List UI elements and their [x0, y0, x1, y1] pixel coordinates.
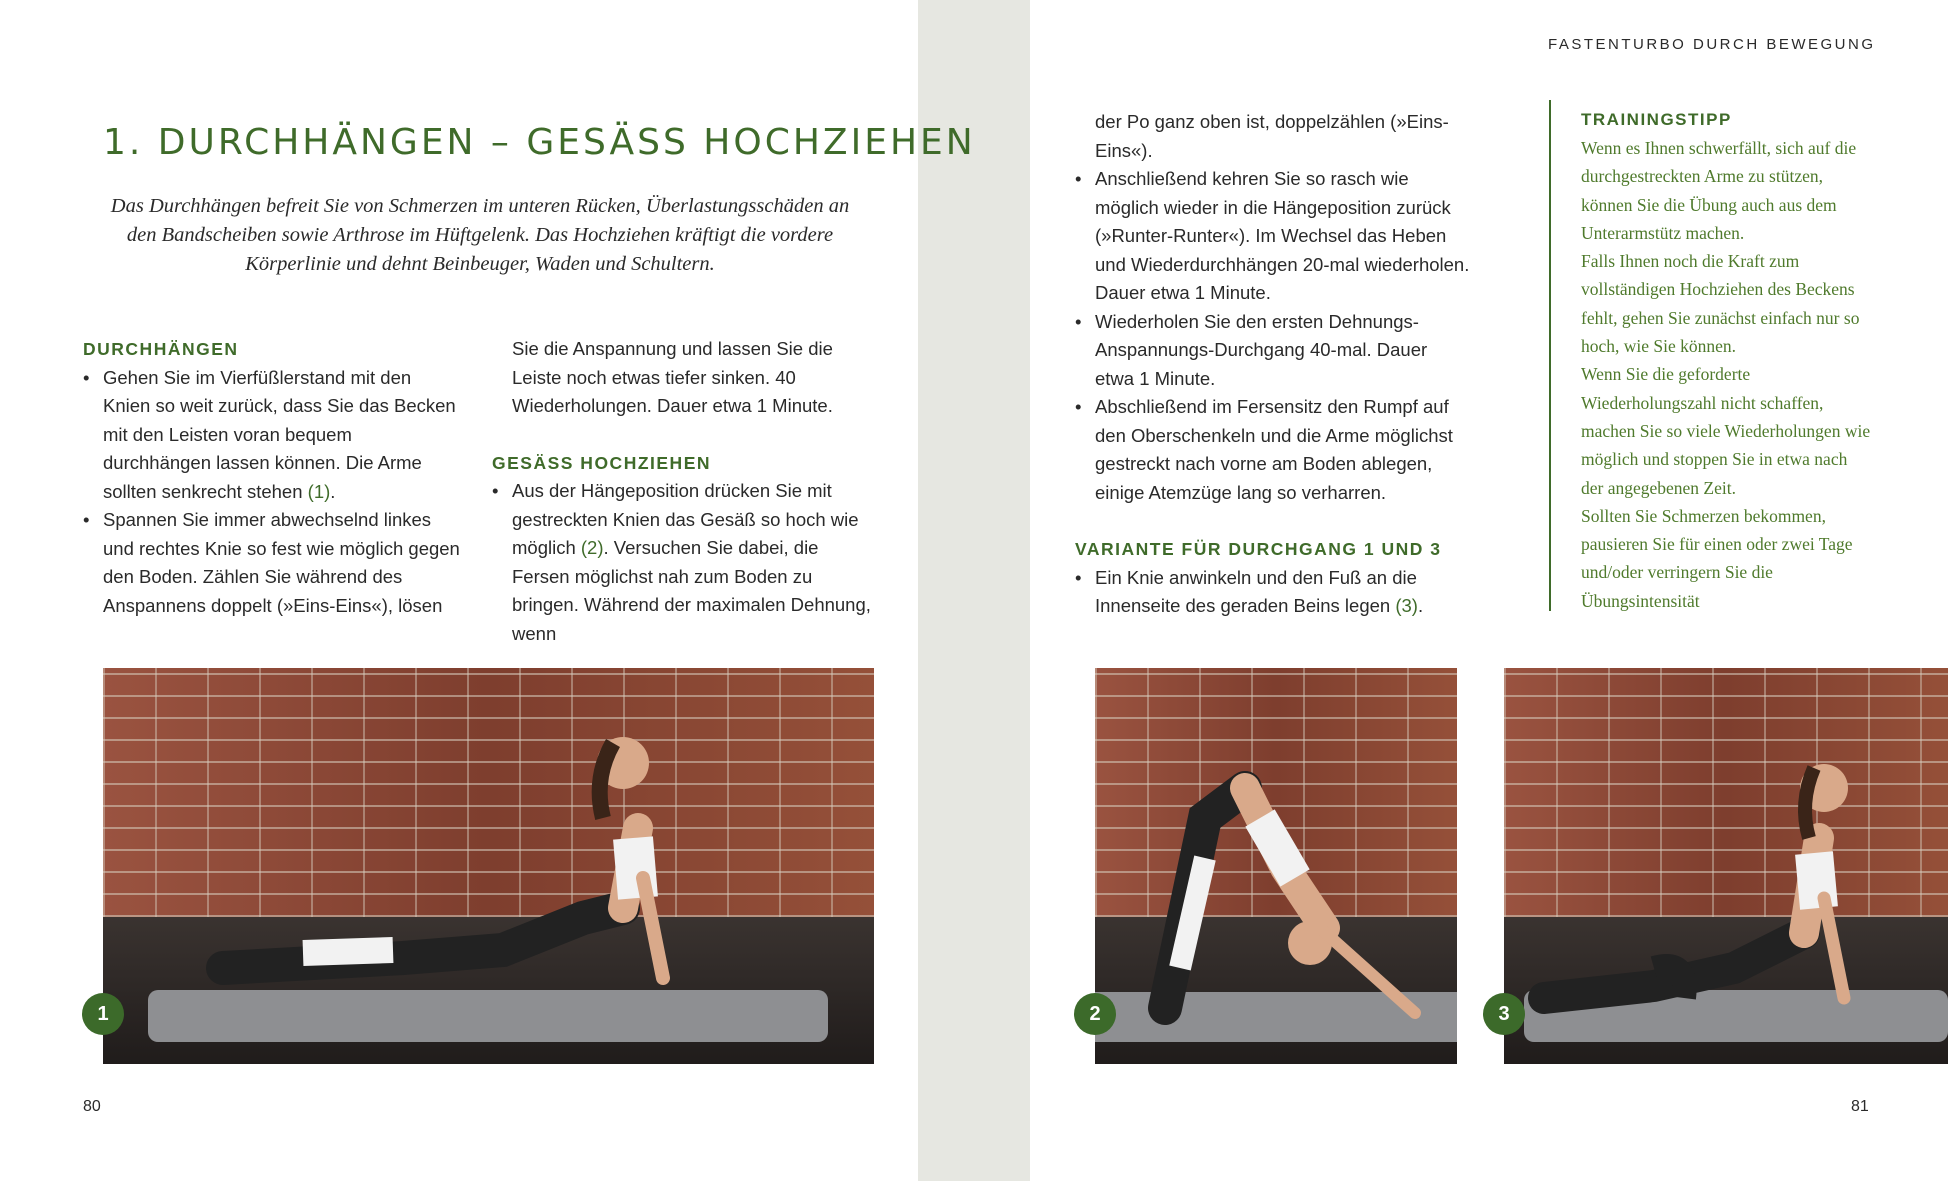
bullet-list — [1075, 564, 1470, 621]
text-column-3 — [1075, 108, 1470, 621]
page-number-left: 80 — [83, 1098, 101, 1115]
step-badge-3: 3 — [1483, 993, 1525, 1035]
section-heading-gesaess: GESÄSS HOCHZIEHEN — [492, 452, 711, 473]
exercise-photo-1 — [103, 668, 874, 1064]
book-gutter — [918, 0, 1030, 1181]
figure-ref: (2) — [580, 537, 604, 558]
exercise-photo-3 — [1504, 668, 1948, 1064]
bullet-list — [492, 477, 877, 648]
list-item: • Abschließend im Fersensitz den Rumpf auf den Oberschenkeln und die Arme möglichst gestreckt nach vorne am Boden ablegen, einige Atemzüge lang so verharren. — [1075, 393, 1470, 507]
person-figure — [1504, 668, 1948, 1064]
tip-heading: TRAININGSTIPP — [1581, 110, 1732, 129]
step-badge-1: 1 — [82, 993, 124, 1035]
intro-paragraph: Das Durchhängen befreit Sie von Schmerzen im unteren Rücken, Überlastungsschäden an den Bandscheiben sowie Arthrose im Hüftgelenk. Das Hochziehen kräftigt die vordere Körperlinie und dehnt Beinbeuger, Waden und Schultern. — [110, 195, 850, 275]
list-item: • Ein Knie anwinkeln und den Fuß an die Innenseite des geraden Beins legen (3). — [1075, 564, 1470, 621]
continued-text: der Po ganz oben ist, doppelzählen (»Eins-Eins«). — [1095, 111, 1449, 161]
bullet-list — [1075, 165, 1470, 507]
running-header: FASTENTURBO DURCH BEWEGUNG — [1548, 36, 1876, 53]
training-tip-box — [1581, 106, 1871, 615]
section-heading-variante: VARIANTE FÜR DURCHGANG 1 UND 3 — [1075, 539, 1442, 559]
list-item: • Aus der Hängeposition drücken Sie mit gestreckten Knien das Gesäß so hoch wie möglich (2). Versuchen Sie dabei, die Fersen möglichst nah zum Boden zu bringen. Während der maximalen Dehnung, wenn — [492, 477, 877, 648]
figure-ref: (1) — [307, 480, 331, 502]
step-badge-2: 2 — [1074, 993, 1116, 1035]
tip-paragraph: Sollten Sie Schmerzen bekommen, pausieren Sie für einen oder zwei Tage und/oder verringern Sie die Übungsintensität — [1581, 505, 1853, 611]
section-heading-durchhaengen: DURCHHÄNGEN — [83, 339, 239, 359]
continued-text: Sie die Anspannung und lassen Sie die Leiste noch etwas tiefer sinken. 40 Wiederholungen. Dauer etwa 1 Minute. — [512, 338, 833, 416]
text-column-2 — [492, 335, 877, 648]
tip-paragraph: Falls Ihnen noch die Kraft zum vollständigen Hochziehen des Beckens fehlt, gehen Sie zunächst einfach nur so hoch, wie Sie können. — [1581, 251, 1860, 357]
bullet-list — [83, 364, 463, 621]
list-item: • Spannen Sie immer abwechselnd linkes und rechtes Knie so fest wie möglich gegen den Boden. Zählen Sie während des Anspannens doppelt (»Eins-Eins«), lösen — [83, 506, 463, 620]
person-figure — [103, 668, 874, 1064]
page-title: 1. DURCHHÄNGEN – GESÄSS HOCHZIEHEN — [103, 122, 976, 163]
tip-paragraph: Wenn es Ihnen schwerfällt, sich auf die durchgestreckten Arme zu stützen, können Sie die Übung auch aus dem Unterarmstütz machen. — [1581, 138, 1857, 243]
text-column-1 — [83, 335, 463, 620]
person-figure — [1095, 668, 1457, 1064]
tip-paragraph: Wenn Sie die geforderte Wiederholungszahl nicht schaffen, machen Sie so viele Wiederholungen wie möglich und stoppen Sie in etwa nach der angegebenen Zeit. — [1581, 364, 1871, 498]
list-item: • Anschließend kehren Sie so rasch wie möglich wieder in die Hängeposition zurück (»Runter-Runter«). Im Wechsel das Heben und Wiederdurchhängen 20-mal wiederholen. Dauer etwa 1 Minute. — [1075, 165, 1470, 308]
list-item: • Wiederholen Sie den ersten Dehnungs-Anspannungs-Durchgang 40-mal. Dauer etwa 1 Minute. — [1075, 308, 1470, 394]
list-item: • Gehen Sie im Vierfüßlerstand mit den Knien so weit zurück, dass Sie das Becken mit den Leisten voran bequem durchhängen lassen können. Die Arme sollten senkrecht stehen (1). — [83, 364, 463, 507]
exercise-photo-2 — [1095, 668, 1457, 1064]
figure-ref: (3) — [1395, 595, 1418, 616]
page-number-right: 81 — [1851, 1098, 1869, 1115]
tip-divider — [1549, 100, 1551, 611]
